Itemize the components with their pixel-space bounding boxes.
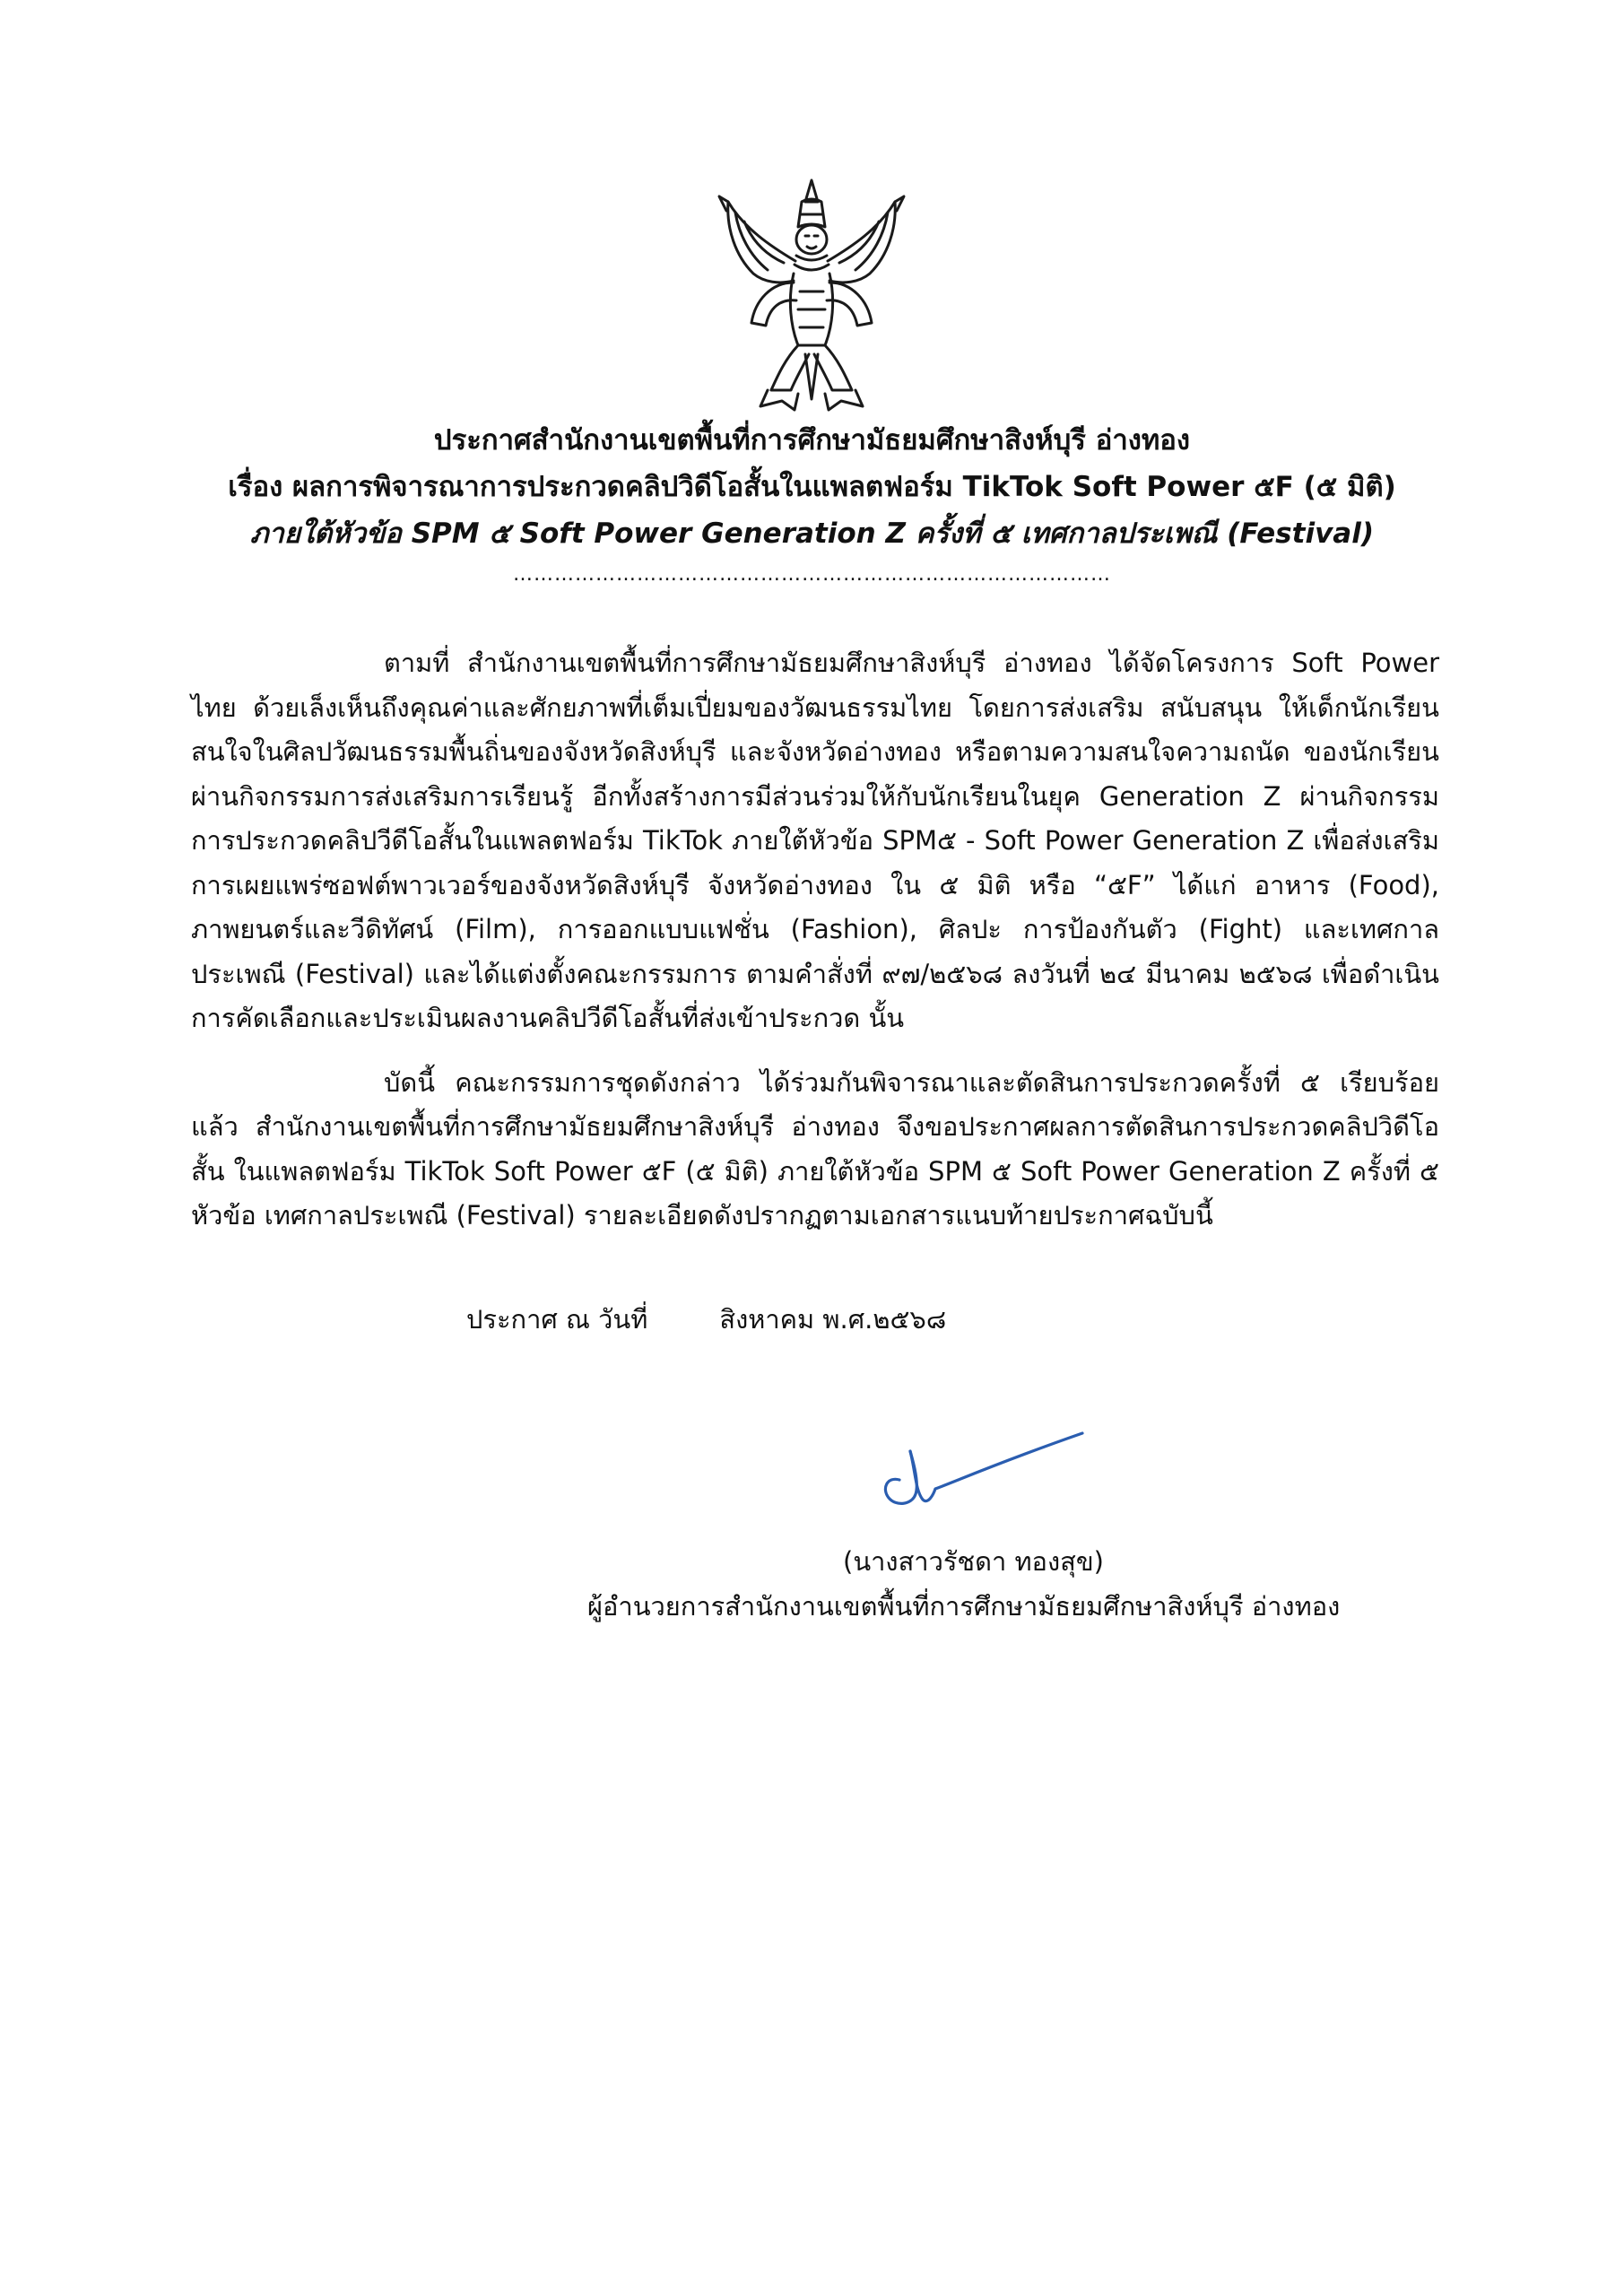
title-line-subject: เรื่อง ผลการพิจารณาการประกวดคลิปวิดีโอสั้นในแพลตฟอร์ม TikTok Soft Power ๕F (๕ มิติ) <box>228 471 1396 503</box>
signer-name: (นางสาวรัชดา ทองสุข) <box>843 1546 1104 1577</box>
body-paragraph-1: ตามที่ สำนักงานเขตพื้นที่การศึกษามัธยมศึกษาสิงห์บุรี อ่างทอง ได้จัดโครงการ Soft Power ไทย ด้วยเล็งเห็นถึงคุณค่าและศักยภาพที่เต็มเปี่ยมของวัฒนธรรมไทย โดยการส่งเสริม สนับสนุน ให้เด็กนักเรียน สนใจในศิลปวัฒนธรรมพื้นถิ่นของจังหวัดสิงห์บุรี และจังหวัดอ่างทอง หรือตามความสนใจความถนัด ของนักเรียน ผ่านกิจกรรมการส่งเสริมการเรียนรู้ อีกทั้งสร้างการมีส่วนร่วมให้กับนักเรียนในยุค Generation Z ผ่านกิจกรรมการประกวดคลิปวีดีโอสั้นในแพลตฟอร์ม TikTok ภายใต้หัวข้อ SPM๕ - Soft Power Generation Z เพื่อส่งเสริมการเผยแพร่ซอฟต์พาวเวอร์ของจังหวัดสิงห์บุรี จังหวัดอ่างทอง ใน ๕ มิติ หรือ “๕F” ได้แก่ อาหาร (Food), ภาพยนตร์และวีดิทัศน์ (Film), การออกแบบแฟชั่น (Fashion), ศิลปะ การป้องกันตัว (Fight) และเทศกาลประเพณี (Festival) และได้แต่งตั้งคณะกรรมการ ตามคำสั่งที่ ๙๗/๒๕๖๘ ลงวันที่ ๒๔ มีนาคม ๒๕๖๘ เพื่อดำเนินการคัดเลือกและประเมินผลงานคลิปวีดีโอสั้นที่ส่งเข้าประกวด นั้น <box>191 648 1439 1033</box>
signer-position: ผู้อำนวยการสำนักงานเขตพื้นที่การศึกษามัธยมศึกษาสิงห์บุรี อ่างทอง <box>587 1591 1341 1622</box>
title-line-topic: ภายใต้หัวข้อ SPM ๕ Soft Power Generation Z ครั้งที่ ๕ เทศกาลประเพณี (Festival) <box>249 517 1375 550</box>
announcement-date-line <box>466 1299 946 1340</box>
document-title <box>179 417 1445 557</box>
announcement-label: ประกาศ ณ วันที่ <box>466 1304 648 1335</box>
dotted-separator: …………………………………………………………………………… <box>513 563 1111 586</box>
garuda-emblem-icon <box>708 175 915 417</box>
handwritten-signature <box>874 1424 1107 1514</box>
announcement-date: สิงหาคม พ.ศ.๒๕๖๘ <box>719 1304 947 1335</box>
body-paragraph-2: บัดนี้ คณะกรรมการชุดดังกล่าว ได้ร่วมกันพิจารณาและตัดสินการประกวดครั้งที่ ๕ เรียบร้อยแล้ว สำนักงานเขตพื้นที่การศึกษามัธยมศึกษาสิงห์บุรี อ่างทอง จึงขอประกาศผลการตัดสินการประกวดคลิปวิดีโอสั้น ในแพลตฟอร์ม TikTok Soft Power ๕F (๕ มิติ) ภายใต้หัวข้อ SPM ๕ Soft Power Generation Z ครั้งที่ ๕ หัวข้อ เทศกาลประเพณี (Festival) รายละเอียดดังปรากฏตามเอกสารแนบท้ายประกาศฉบับนี้ <box>191 1066 1439 1231</box>
document-body <box>191 641 1439 1239</box>
title-line-agency: ประกาศสำนักงานเขตพื้นที่การศึกษามัธยมศึกษาสิงห์บุรี อ่างทอง <box>433 424 1191 457</box>
